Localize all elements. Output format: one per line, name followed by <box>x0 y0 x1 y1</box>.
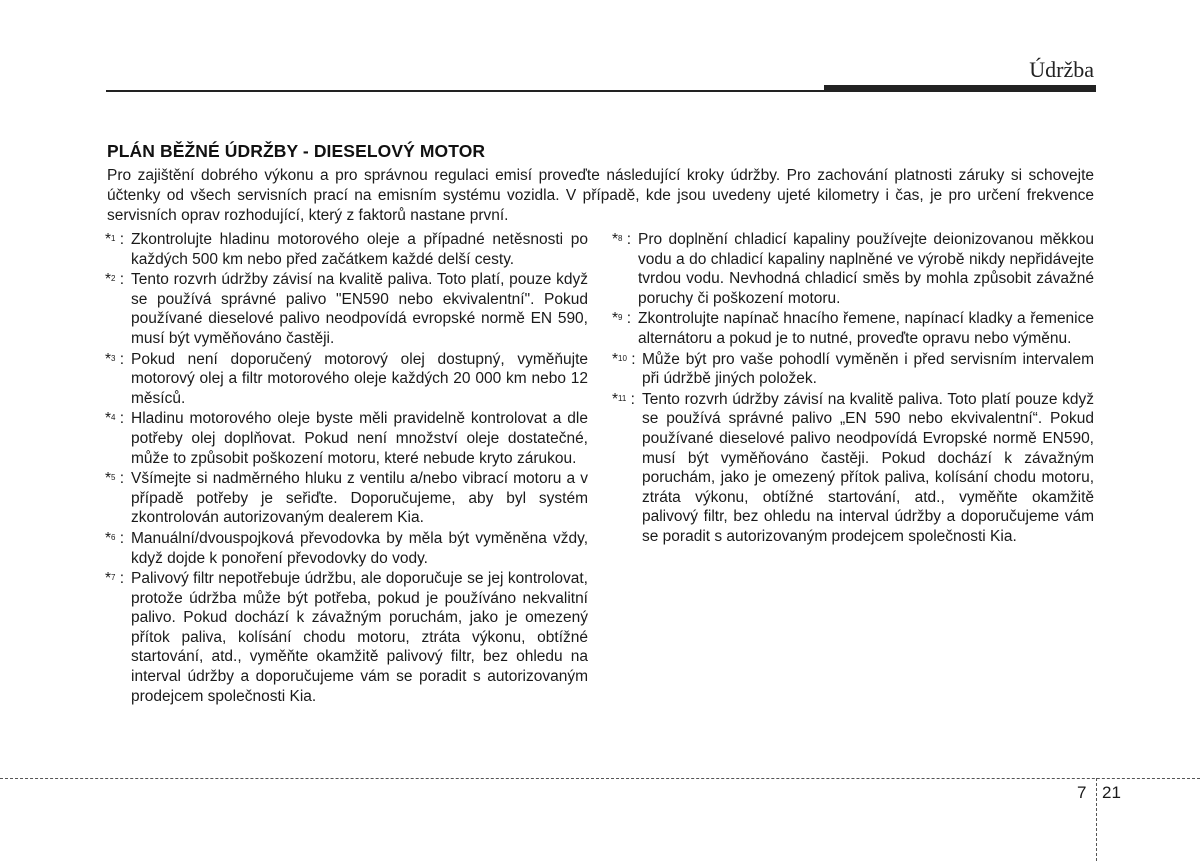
note-marker: *$^{11}$ : <box>612 390 635 408</box>
note-marker: *$^4$ : <box>105 410 125 428</box>
note-marker: *$^6$ : <box>105 529 125 547</box>
note-marker: *$^9$ : <box>612 310 632 328</box>
note-text: Manuální/dvouspojková převodovka by měla být vyměněna vždy, když dojde k ponoření převodovky do vody. <box>131 529 588 567</box>
note-11 <box>612 390 1094 547</box>
note-text: Zkontrolujte hladinu motorového oleje a případné netěsnosti po každých 500 km nebo před začátkem každé delší cesty. <box>131 231 588 268</box>
header-accent-bar <box>824 85 1096 91</box>
note-text: Hladinu motorového oleje byste měli pravidelně kontrolovat a dle potřeby olej doplňovat. Pokud není množství oleje dostatečné, může to způsobit poškození motoru, které nebude kryto zárukou. <box>131 410 588 467</box>
note-10 <box>612 350 1094 389</box>
footer-vertical-divider <box>1096 778 1097 861</box>
notes-left-column <box>105 230 588 707</box>
note-7 <box>105 569 588 706</box>
note-text: Všímejte si nadměrného hluku z ventilu a/nebo vibrací motoru a v případě potřeby je seřiďte. Doporučujeme, aby byl systém zkontrolován autorizovaným dealerem Kia. <box>131 470 588 527</box>
note-marker: *$^5$ : <box>105 470 125 488</box>
note-text: Může být pro vaše pohodlí vyměněn i před servisním intervalem při údržbě jiných položek. <box>642 350 1094 388</box>
note-text: Zkontrolujte napínač hnacího řemene, napínací kladky a řemenice alternátoru a pokud je to nutné, proveďte opravu nebo výměnu. <box>638 310 1094 347</box>
note-marker: *$^8$ : <box>612 231 632 248</box>
footer-divider <box>0 778 1200 779</box>
note-4 <box>105 409 588 468</box>
notes-right-column <box>612 230 1094 548</box>
note-text: Pokud není doporučený motorový olej dostupný, vyměňujte motorový olej a filtr motorového oleje každých 20 000 km nebo 12 měsíců. <box>131 350 588 407</box>
note-text: Pro doplnění chladicí kapaliny používejte deionizovanou měkkou vodu a do chladicí kapaliny naplněné ve výrobě nikdy nepřidávejte tvrdou vodu. Nevhodná chladicí směs by mohla způsobit závažné poruchy či poškození motoru. <box>638 231 1094 307</box>
note-marker: *$^7$ : <box>105 570 125 588</box>
intro-paragraph: Pro zajištění dobrého výkonu a pro správnou regulaci emisí proveďte následující kroky údržby. Pro zachování platnosti záruky si schovejte účtenky od všech servisních prací na emisním systému vozidla. V případě, kde jsou uvedeny ujeté kilometry i čas, je pro určení frekvence servisních oprav rozhodující, který z faktorů nastane první. <box>107 167 1094 224</box>
note-text: Tento rozvrh údržby závisí na kvalitě paliva. Toto platí, pouze když se používá správné palivo "EN590 nebo ekvivalentní". Pokud používané dieselové palivo neodpovídá evropské normě EN 590, musí být vyměňováno častěji. <box>131 271 588 347</box>
chapter-number: 7 <box>1077 783 1087 802</box>
note-3 <box>105 350 588 409</box>
note-6 <box>105 529 588 568</box>
note-marker: *$^{10}$ : <box>612 350 636 368</box>
note-5 <box>105 469 588 528</box>
note-marker: *$^2$ : <box>105 271 125 289</box>
note-1 <box>105 230 588 269</box>
note-text: Palivový filtr nepotřebuje údržbu, ale doporučuje se jej kontrolovat, protože údržba může být potřeba, pokud je používáno nekvalitní palivo. Pokud dochází k závažným poruchám, jako je omezený přítok paliva, kolísání chodu motoru, ztráta výkonu, obtížné startování, atd., vyměňte okamžitě palivový filtr, bez ohledu na interval údržby a doporučujeme vám se poradit s autorizovaným prodejcem společnosti Kia. <box>131 570 588 705</box>
note-marker: *$^1$ : <box>105 231 125 248</box>
section-heading: PLÁN BĚŽNÉ ÚDRŽBY - DIESELOVÝ MOTOR <box>107 141 486 161</box>
note-8 <box>612 230 1094 308</box>
note-2 <box>105 270 588 348</box>
note-text: Tento rozvrh údržby závisí na kvalitě paliva. Toto platí pouze když se používá správné palivo „EN 590 nebo ekvivalentní“. Pokud používané dieselové palivo neodpovídá Evropské normě EN590, musí být vyměňováno častěji. Pokud dochází k závažným poruchám, jako je omezený přítok paliva, kolísání chodu motoru, ztráta výkonu, obtížné startování, atd., vyměňte okamžitě palivový filtr, bez ohledu na interval údržby a doporučujeme vám se poradit s autorizovaným prodejcem společnosti Kia. <box>642 390 1094 545</box>
page-header-title: Údržba <box>1029 57 1094 82</box>
note-9 <box>612 309 1094 348</box>
note-marker: *$^3$ : <box>105 350 125 368</box>
page-number: 21 <box>1102 783 1121 802</box>
